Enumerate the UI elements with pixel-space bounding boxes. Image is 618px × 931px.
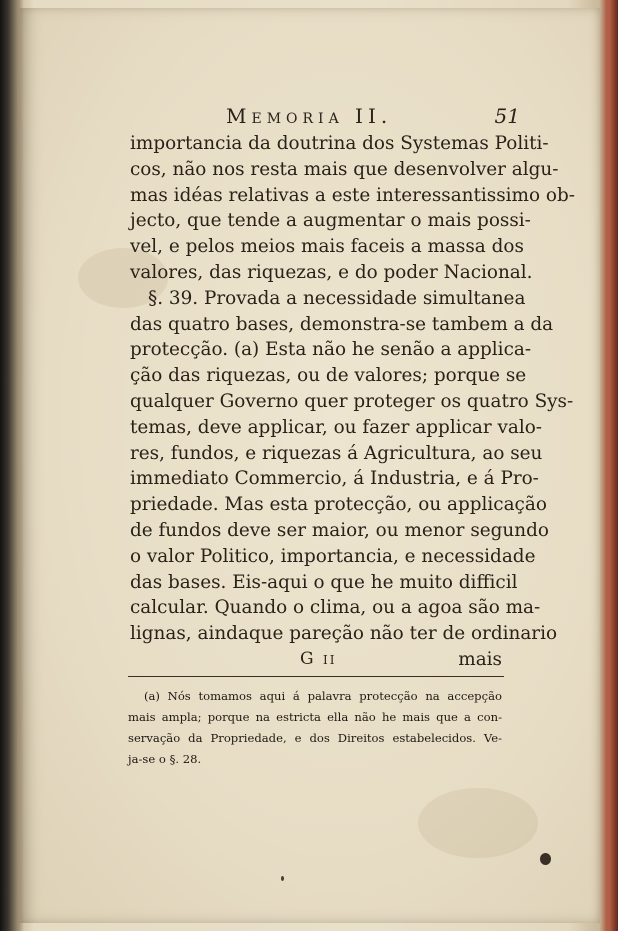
footnote: [128, 686, 502, 770]
text-line: das bases. Eis-aqui o que he muito difficil: [130, 571, 518, 593]
text-line: protecção. (a) Esta não he senão a applica-: [130, 339, 532, 361]
ink-spot: [540, 853, 551, 865]
book-spine: [0, 0, 24, 931]
page-header: [226, 104, 520, 130]
footnote-line: servação da Propriedade, e dos Direitos estabelecidos. Ve-: [128, 731, 502, 745]
main-text: [130, 131, 575, 673]
page-edge: [604, 0, 618, 931]
footnote-rule: [128, 676, 504, 677]
text-line: cos, não nos resta mais que desenvolver algu-: [130, 158, 559, 180]
text-line: de fundos deve ser maior, ou menor segundo: [130, 519, 549, 541]
text-line: res, fundos, e riquezas á Agricultura, ao seu: [130, 442, 543, 464]
text-line: temas, deve applicar, ou fazer applicar valo-: [130, 416, 543, 438]
text-line: lignas, aindaque pareção não ter de ordinario: [130, 623, 558, 645]
text-line: das quatro bases, demonstra-se tambem a da: [130, 313, 554, 335]
text-line: ção das riquezas, ou de valores; porque se: [130, 365, 527, 387]
text-line: mas idéas relativas a este interessantissimo ob-: [130, 184, 575, 206]
text-line: immediato Commercio, á Industria, e á Pro-: [130, 468, 539, 490]
text-line: calcular. Quando o clima, ou a agoa são ma-: [130, 597, 541, 619]
running-title: Memoria II.: [226, 104, 393, 128]
footnote-line: mais ampla; porque na estricta ella não he mais que a con-: [128, 710, 502, 724]
signature-mark: G ii: [300, 648, 337, 669]
text-line: §. 39. Provada a necessidade simultanea: [148, 287, 526, 309]
text-line: jecto, que tende a augmentar o mais possi-: [130, 210, 531, 232]
footnote-line: (a) Nós tomamos aqui á palavra protecção na accepção: [144, 689, 502, 703]
signature-row: [130, 647, 502, 673]
page-number: 51: [494, 104, 520, 128]
ink-mark: [281, 876, 284, 881]
footnote-line: ja-se o §. 28.: [128, 752, 202, 766]
text-line: valores, das riquezas, e do poder Nacional.: [130, 261, 533, 283]
text-line: o valor Politico, importancia, e necessidade: [130, 545, 536, 567]
text-line: vel, e pelos meios mais faceis a massa dos: [130, 236, 524, 258]
text-line: priedade. Mas esta protecção, ou applicação: [130, 494, 547, 516]
catchword: mais: [458, 648, 502, 670]
text-line: importancia da doutrina dos Systemas Politi-: [130, 133, 549, 154]
text-line: qualquer Governo quer proteger os quatro Sys-: [130, 390, 574, 412]
